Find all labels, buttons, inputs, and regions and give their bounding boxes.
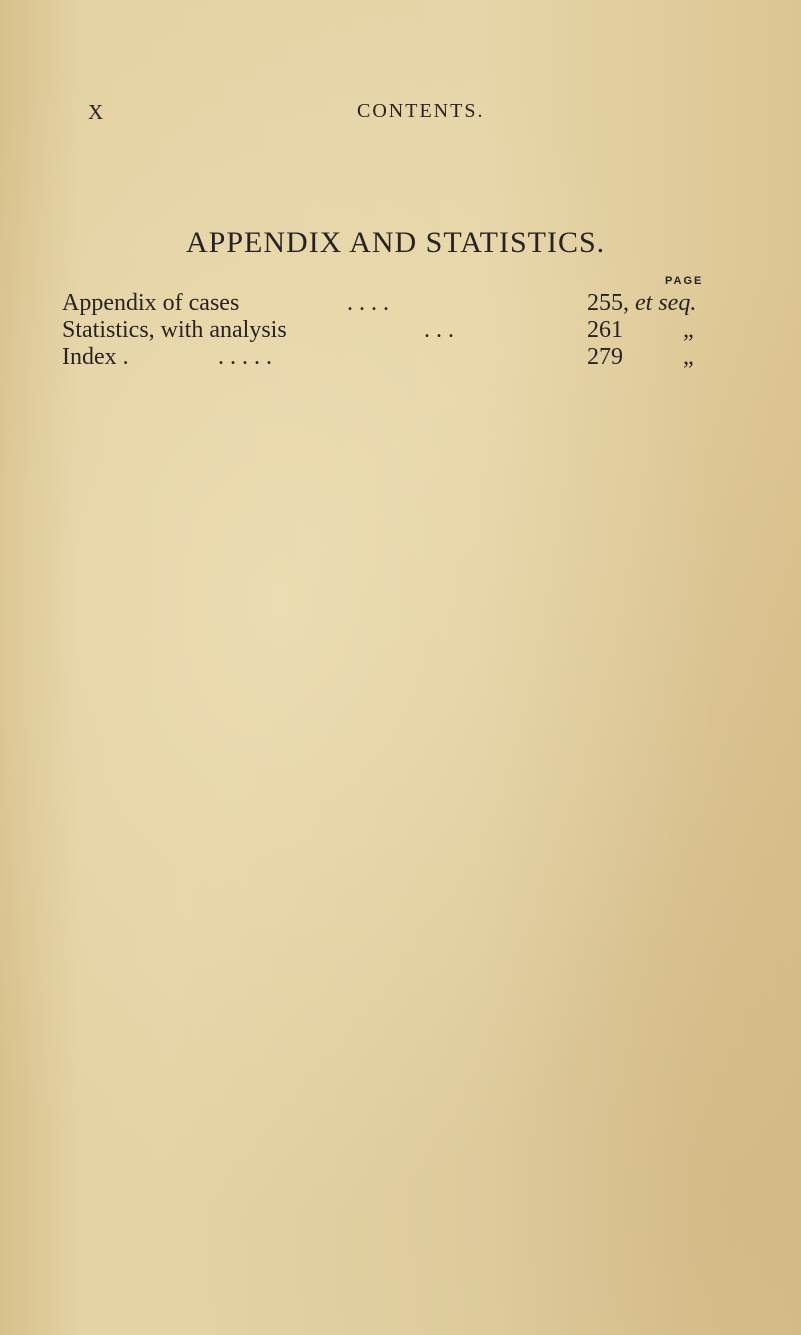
toc-entry-page: 279	[587, 344, 623, 370]
toc-entry-label: Statistics, with analysis	[62, 317, 287, 343]
page-number: X	[88, 100, 105, 124]
toc-entry	[62, 317, 762, 344]
table-of-contents	[62, 290, 762, 371]
ditto-mark: „	[683, 344, 694, 370]
ditto-mark: „	[683, 317, 694, 343]
running-title: CONTENTS.	[357, 100, 485, 122]
toc-dot-leader: . . .	[424, 317, 454, 343]
toc-entry-label: Appendix of cases	[62, 290, 240, 316]
toc-dot-leader: . . . .	[347, 290, 389, 316]
running-head	[0, 100, 801, 130]
section-heading: APPENDIX AND STATISTICS.	[186, 226, 606, 259]
toc-entry-label: Index .	[62, 344, 129, 370]
toc-entry-page: 261	[587, 317, 623, 343]
toc-entry	[62, 290, 762, 317]
toc-entry	[62, 344, 762, 371]
toc-entry-page	[587, 290, 696, 317]
toc-page-number: 255,	[587, 290, 629, 316]
toc-dot-leader: . . . . .	[218, 344, 272, 370]
toc-page-suffix: et seq.	[629, 290, 697, 316]
page-column-label: PAGE	[665, 275, 704, 287]
